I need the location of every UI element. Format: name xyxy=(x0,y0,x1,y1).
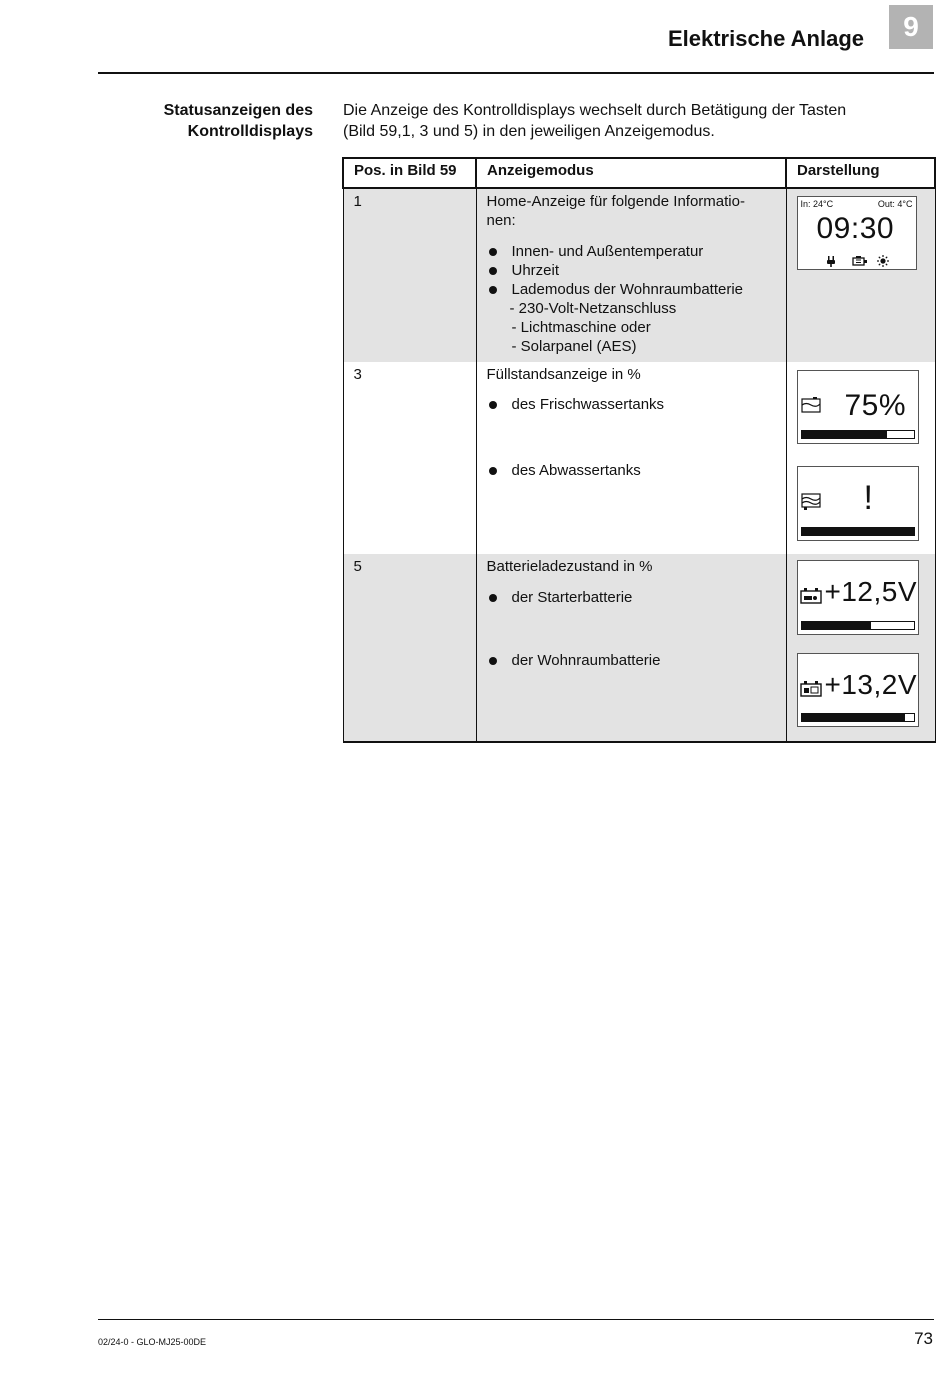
fresh-water-level-value: 75% xyxy=(844,389,907,422)
column-header-display: Darstellung xyxy=(786,158,935,188)
list-item: des Abwassertanks xyxy=(487,461,776,480)
sub-list-item: - Solarpanel (AES) xyxy=(511,338,637,355)
chapter-title: Elektrische Anlage xyxy=(667,26,864,51)
living-battery-icon xyxy=(800,681,822,697)
living-battery-level-bar xyxy=(801,713,915,722)
column-header-pos: Pos. in Bild 59 xyxy=(343,158,476,188)
starter-battery-level-bar xyxy=(801,621,915,630)
table-row xyxy=(343,188,935,362)
chapter-number-badge: 9 xyxy=(889,5,933,49)
fresh-water-level-bar xyxy=(801,430,915,439)
table-row xyxy=(343,554,935,742)
starter-battery-icon xyxy=(800,588,822,604)
inside-temp: In: 24°C xyxy=(800,199,834,209)
home-display-screen xyxy=(797,196,917,270)
mode-cell xyxy=(476,188,786,362)
mode-cell xyxy=(476,554,786,742)
level-fill xyxy=(802,528,914,535)
clock-time: 09:30 xyxy=(816,212,895,245)
footer-rule xyxy=(98,1319,934,1320)
document-code: 02/24-0 - GLO-MJ25-00DE xyxy=(98,1337,207,1347)
display-cell xyxy=(786,554,935,742)
waste-water-display-screen xyxy=(797,466,919,541)
pos-cell: 3 xyxy=(343,362,476,554)
list-item: Lademodus der Wohnraumbatterie xyxy=(487,280,776,299)
level-fill xyxy=(802,431,887,438)
fresh-water-tank-icon xyxy=(801,397,821,413)
list-item: der Starterbatterie xyxy=(487,588,776,607)
display-modes-table xyxy=(342,157,936,743)
header-rule xyxy=(98,72,934,74)
side-heading-line: Kontrolldisplays xyxy=(187,123,313,140)
table-header-row xyxy=(343,158,935,188)
mode-text: Home-Anzeige für folgende Informatio- xyxy=(486,193,745,210)
starter-battery-voltage: +12,5V xyxy=(824,576,918,607)
pos-cell: 1 xyxy=(343,188,476,362)
mode-cell xyxy=(476,362,786,554)
starter-battery-display-screen xyxy=(797,560,919,635)
sub-list-item: - 230-Volt-Netzanschluss xyxy=(509,300,677,317)
level-fill xyxy=(802,622,871,629)
page-number: 73 xyxy=(914,1329,933,1348)
outside-temp: Out: 4°C xyxy=(877,199,913,209)
list-item: des Frischwassertanks xyxy=(487,395,776,414)
sub-list-item: - Lichtmaschine oder xyxy=(511,319,651,336)
intro-line: (Bild 59,1, 3 und 5) in den jeweiligen Anzeigemodus. xyxy=(343,123,715,140)
living-battery-voltage: +13,2V xyxy=(824,669,918,700)
side-heading-line: Statusanzeigen des xyxy=(163,102,313,119)
living-battery-display-screen xyxy=(797,653,919,727)
waste-water-level-bar xyxy=(801,527,915,536)
display-cell xyxy=(786,362,935,554)
waste-water-tank-icon xyxy=(801,493,821,511)
mode-text: nen: xyxy=(486,212,516,229)
plug-icon xyxy=(826,256,836,267)
intro-text xyxy=(343,100,923,142)
table-row xyxy=(343,362,935,554)
column-header-mode: Anzeigemodus xyxy=(476,158,786,188)
list-item: der Wohnraumbatterie xyxy=(487,651,776,670)
mode-text: Batterieladezustand in % xyxy=(486,558,653,575)
pos-cell: 5 xyxy=(343,554,476,742)
fresh-water-display-screen xyxy=(797,370,919,444)
list-item: Innen- und Außentemperatur xyxy=(487,242,776,261)
mode-text: Füllstandsanzeige in % xyxy=(486,366,641,383)
list-item: Uhrzeit xyxy=(487,261,776,280)
engine-icon xyxy=(851,256,867,267)
waste-water-warning: ! xyxy=(863,479,874,517)
display-cell xyxy=(786,188,935,362)
sun-icon xyxy=(877,255,889,267)
intro-line: Die Anzeige des Kontrolldisplays wechselt durch Betätigung der Tasten xyxy=(343,102,847,119)
level-fill xyxy=(802,714,905,721)
side-heading xyxy=(98,100,313,142)
